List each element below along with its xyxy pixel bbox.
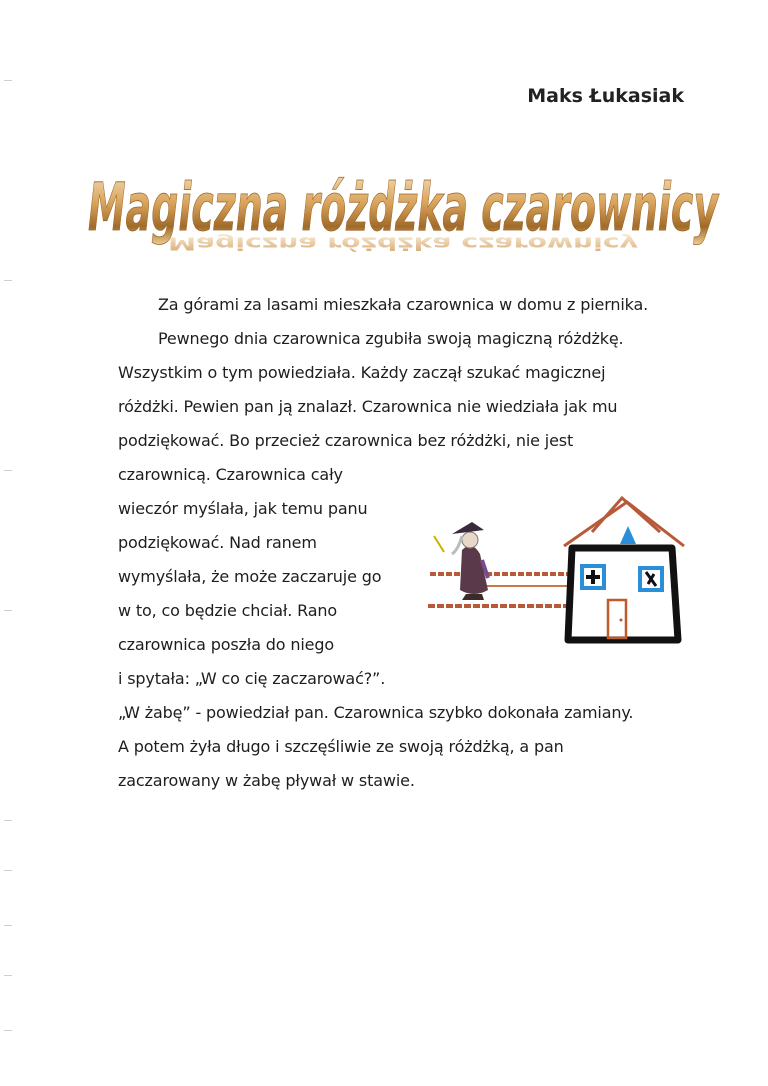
story-line: podziękować. Bo przecież czarownica bez różdżki, nie jest (118, 431, 574, 450)
story-line: podziękować. Nad ranem (118, 533, 317, 552)
story-line: wieczór myślała, jak temu panu (118, 499, 368, 518)
story-line: zaczarowany w żabę pływał w stawie. (118, 771, 415, 790)
story-line: Wszystkim o tym powiedziała. Każdy zaczął szukać magicznej (118, 363, 606, 382)
story-line: i spytała: „W co cię zaczarować?”. (118, 669, 386, 688)
author-name: Maks Łukasiak (527, 85, 684, 107)
story-line: Za górami za lasami mieszkała czarownica w domu z piernika. (158, 295, 649, 314)
scan-edge-marks (0, 0, 20, 1086)
house (564, 498, 684, 640)
title-reflection: Magiczna różdżka czarownicy (168, 232, 639, 254)
witch-and-house-drawing (422, 490, 692, 650)
story-line: A potem żyła długo i szczęśliwie ze swoją różdżką, a pan (118, 737, 564, 756)
story-line: czarownicą. Czarownica cały (118, 465, 343, 484)
story-line: Pewnego dnia czarownica zgubiła swoją magiczną różdżkę. (158, 329, 624, 348)
path-lines (428, 574, 572, 606)
story-line: „W żabę” - powiedział pan. Czarownica szybko dokonała zamiany. (118, 703, 634, 722)
witch-figure (434, 522, 488, 600)
story-line: w to, co będzie chciał. Rano (118, 601, 338, 620)
story-line: różdżki. Pewien pan ją znalazł. Czarownica nie wiedziała jak mu (118, 397, 618, 416)
story-line: wymyślała, że może zaczaruje go (118, 567, 382, 586)
page-title: Magiczna różdżka czarownicy (88, 169, 720, 246)
story-line: czarownica poszła do niego (118, 635, 334, 654)
word-art-title (78, 145, 728, 260)
